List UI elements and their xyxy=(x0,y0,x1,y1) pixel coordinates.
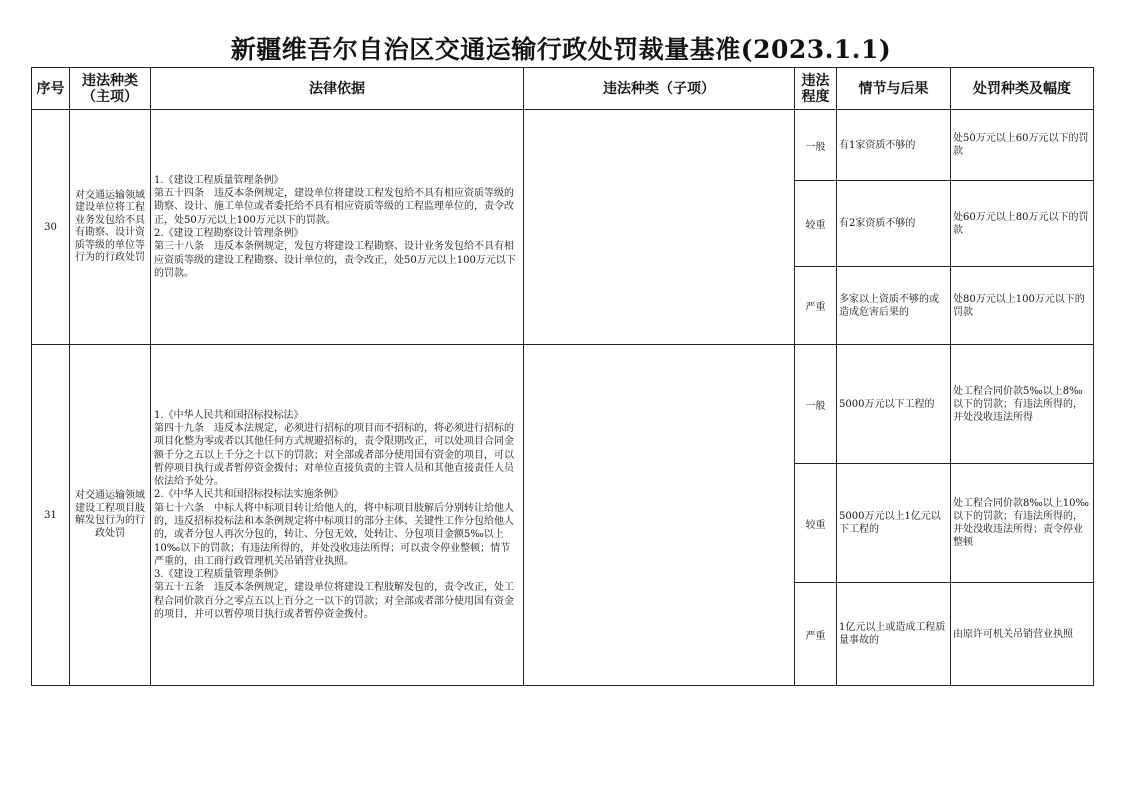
row-degree: 较重 xyxy=(795,181,837,267)
row-penalty: 处50万元以上60万元以下的罚款 xyxy=(951,110,1094,181)
row-degree: 一般 xyxy=(795,110,837,181)
row-circumstances: 1亿元以上或造成工程质量事故的 xyxy=(837,583,951,686)
row-degree: 严重 xyxy=(795,583,837,686)
row-degree: 一般 xyxy=(795,345,837,464)
row-degree: 较重 xyxy=(795,464,837,583)
header-degree: 违法程度 xyxy=(795,68,837,110)
row-circumstances: 5000万元以下工程的 xyxy=(837,345,951,464)
row-degree: 严重 xyxy=(795,267,837,345)
page-title: 新疆维吾尔自治区交通运输行政处罚裁量基准(2023.1.1) xyxy=(230,35,892,64)
table-row xyxy=(32,345,1094,464)
row-circumstances: 有2家资质不够的 xyxy=(837,181,951,267)
row-seq: 31 xyxy=(32,345,70,686)
header-legal-basis: 法律依据 xyxy=(151,68,524,110)
row-main-type: 对交通运输领域建设工程项目肢解发包行为的行政处罚 xyxy=(70,345,151,686)
row-penalty: 处80万元以上100万元以下的罚款 xyxy=(951,267,1094,345)
row-circumstances: 5000万元以上1亿元以下工程的 xyxy=(837,464,951,583)
header-penalty: 处罚种类及幅度 xyxy=(951,68,1094,110)
row-penalty: 由原许可机关吊销营业执照 xyxy=(951,583,1094,686)
row-circumstances: 多家以上资质不够的或造成危害后果的 xyxy=(837,267,951,345)
row-penalty: 处工程合同价款5‰以上8‰以下的罚款；有违法所得的，并处没收违法所得 xyxy=(951,345,1094,464)
row-penalty: 处工程合同价款8‰以上10‰以下的罚款；有违法所得的，并处没收违法所得；责令停业整顿 xyxy=(951,464,1094,583)
header-row xyxy=(32,68,1094,110)
header-circumstances: 情节与后果 xyxy=(837,68,951,110)
row-legal-basis: 1.《建设工程质量管理条例》 第五十四条 违反本条例规定，建设单位将建设工程发包给不具有相应资质等级的勘察、设计、施工单位或者委托给不具有相应资质等级的工程监理单位的，责令改正，处50万元以上100万元以下的罚款。 2.《建设工程勘察设计管理条例》 第三十八条 违反本条例规定，发包方将建设工程勘察、设计业务发包给不具有相应资质等级的建设工程勘察、设计单位的，责令改正，处50万元以上100万元以下的罚款。 xyxy=(151,110,524,345)
header-seq: 序号 xyxy=(32,68,70,110)
row-main-type: 对交通运输领域建设单位将工程业务发包给不具有勘察、设计资质等级的单位等行为的行政处罚 xyxy=(70,110,151,345)
row-legal-basis: 1.《中华人民共和国招标投标法》 第四十九条 违反本法规定，必须进行招标的项目而不招标的，将必须进行招标的项目化整为零或者以其他任何方式规避招标的，责令限期改正，可以处项目合同金额千分之五以上千分之十以下的罚款；对全部或者部分使用国有资金的项目，可以暂停项目执行或者暂停资金拨付；对单位直接负责的主管人员和其他直接责任人员依法给予处分。 2.《中华人民共和国招标投标法实施条例》 第七十六条 中标人将中标项目转让给他人的，将中标项目肢解后分别转让给他人的，违反招标投标法和本条例规定将中标项目的部分主体、关键性工作分包给他人的，或者分包人再次分包的，转让、分包无效，处转让、分包项目金额5‰以上10‰以下的罚款；有违法所得的，并处没收违法所得；可以责令停业整顿；情节严重的，由工商行政管理机关吊销营业执照。 3.《建设工程质量管理条例》 第五十五条 违反本条例规定，建设单位将建设工程肢解发包的，责令改正，处工程合同价款百分之零点五以上百分之一以下的罚款；对全部或者部分使用国有资金的项目，并可以暂停项目执行或者暂停资金拨付。 xyxy=(151,345,524,686)
row-sub-type xyxy=(524,345,795,686)
row-penalty: 处60万元以上80万元以下的罚款 xyxy=(951,181,1094,267)
row-circumstances: 有1家资质不够的 xyxy=(837,110,951,181)
penalty-table xyxy=(31,67,1094,686)
row-sub-type xyxy=(524,110,795,345)
header-sub-type: 违法种类（子项） xyxy=(524,68,795,110)
header-main-type: 违法种类（主项） xyxy=(70,68,151,110)
row-seq: 30 xyxy=(32,110,70,345)
table-row xyxy=(32,110,1094,181)
